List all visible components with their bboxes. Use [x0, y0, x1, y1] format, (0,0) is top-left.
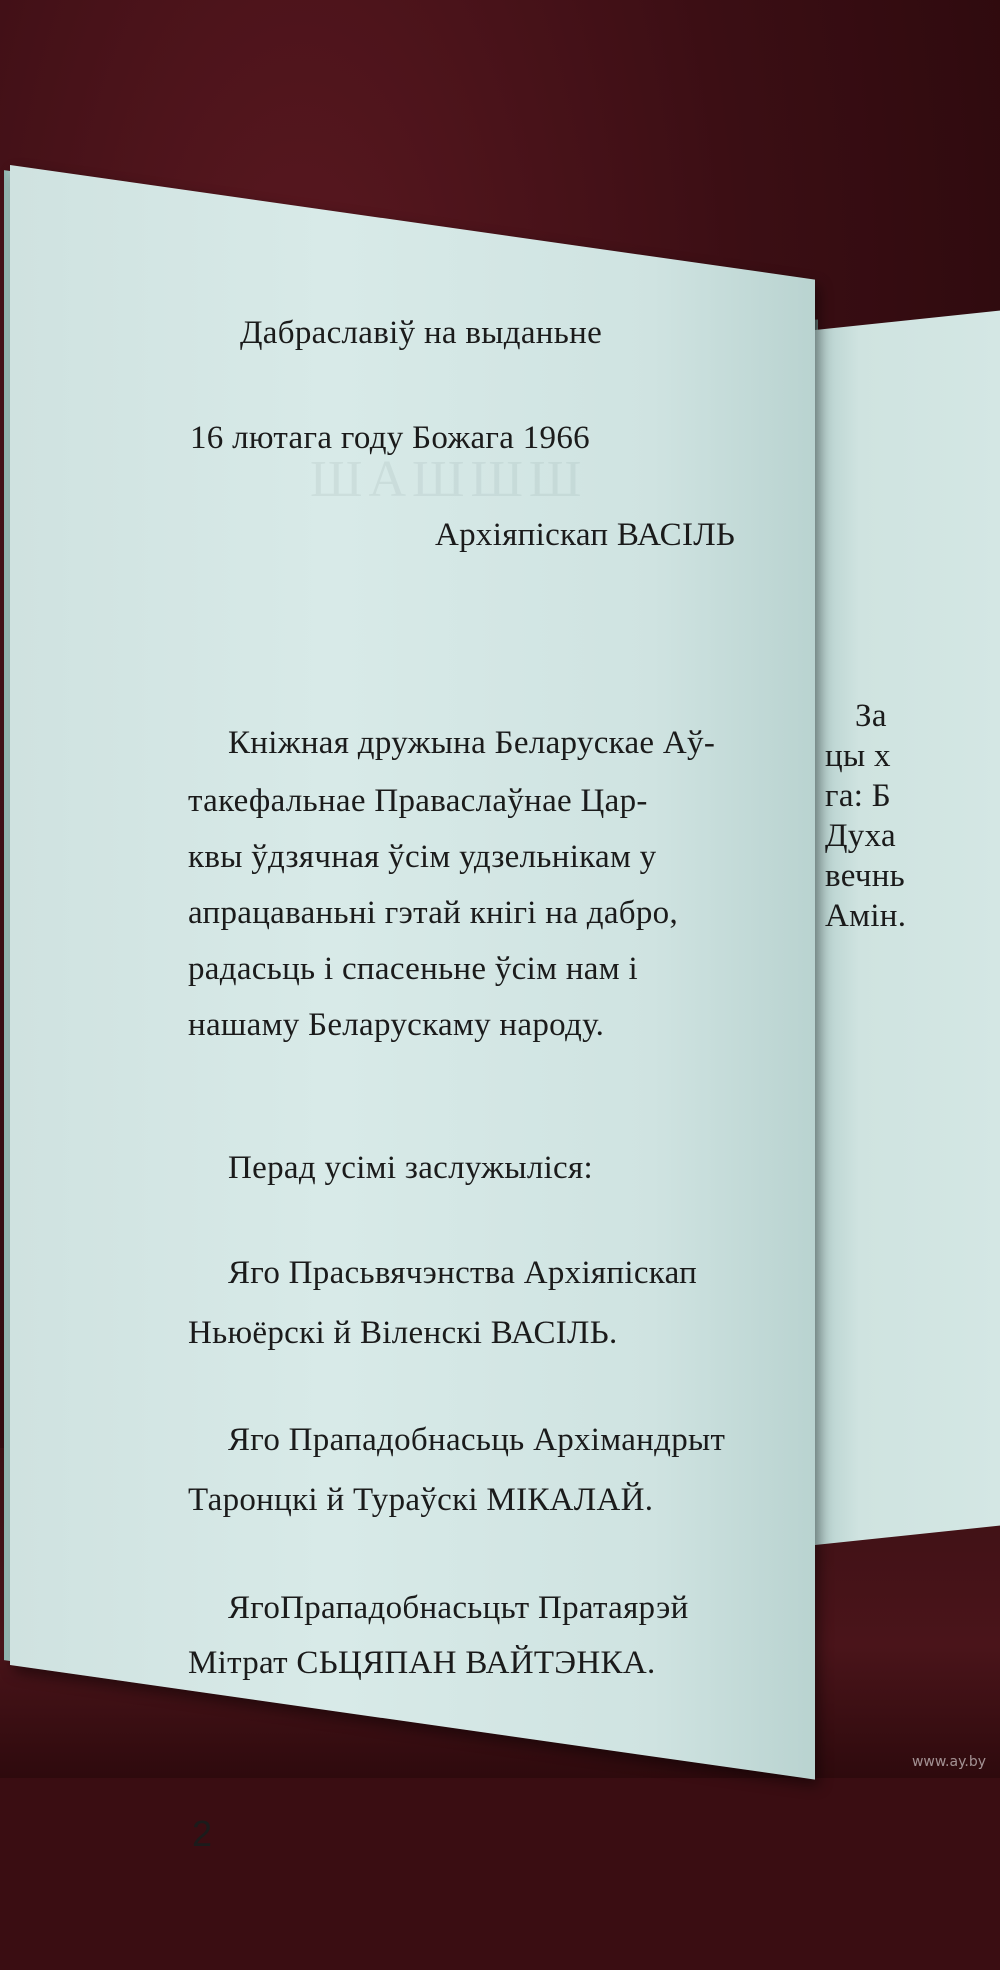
page-number: 2	[192, 1813, 213, 1854]
acknowledgement-line: квы ўдзячная ўсім удзельнікам у	[188, 839, 657, 875]
acknowledgement-line: нашаму Беларускаму народу.	[188, 1007, 605, 1043]
contributor-line: ЯгоПрападобнасьцьт Пратаярэй	[228, 1590, 689, 1626]
right-fragment: вечнь	[825, 858, 906, 894]
left-page-wrap	[10, 165, 810, 1854]
right-fragment: Амін.	[825, 898, 907, 934]
acknowledgement-line: Кніжная дружына Беларускае Аў-	[228, 725, 716, 761]
contributor-line: Мітрат СЬЦЯПАН ВАЙТЭНКА.	[188, 1645, 656, 1681]
contributor-line: Таронцкі й Тураўскі МІКАЛАЙ.	[188, 1482, 654, 1518]
acknowledgement-line: такефальнае Праваслаўнае Цар-	[188, 783, 648, 819]
contributor-line: Яго Прасьвячэнства Архіяпіскап	[228, 1255, 698, 1291]
right-fragment: га: Б	[825, 778, 892, 814]
left-page	[10, 165, 815, 1854]
blessing-line: Дабраславіў на выданьне	[240, 315, 603, 351]
acknowledgement-line: радасьць і спасеньне ўсім нам і	[188, 951, 638, 987]
acknowledgement-line: апрацаваньні гэтай кнігі на дабро,	[188, 895, 679, 931]
right-page	[815, 307, 1000, 1545]
merit-intro: Перад усімі заслужыліся:	[228, 1150, 593, 1186]
contributor-line: Яго Прападобнасьць Архімандрыт	[228, 1422, 726, 1458]
show-through-text: ШАШШШ	[310, 451, 588, 508]
right-fragment: Духа	[825, 818, 896, 854]
blessing-signature: Архіяпіскап ВАСІЛЬ	[435, 517, 736, 553]
right-fragment: цы х	[825, 738, 891, 774]
blessing-date: 16 лютага году Божага 1966	[190, 420, 590, 456]
right-fragment: За	[855, 698, 887, 734]
watermark: www.ay.by	[911, 1754, 986, 1770]
contributor-line: Ньюёрскі й Віленскі ВАСІЛЬ.	[188, 1315, 618, 1351]
